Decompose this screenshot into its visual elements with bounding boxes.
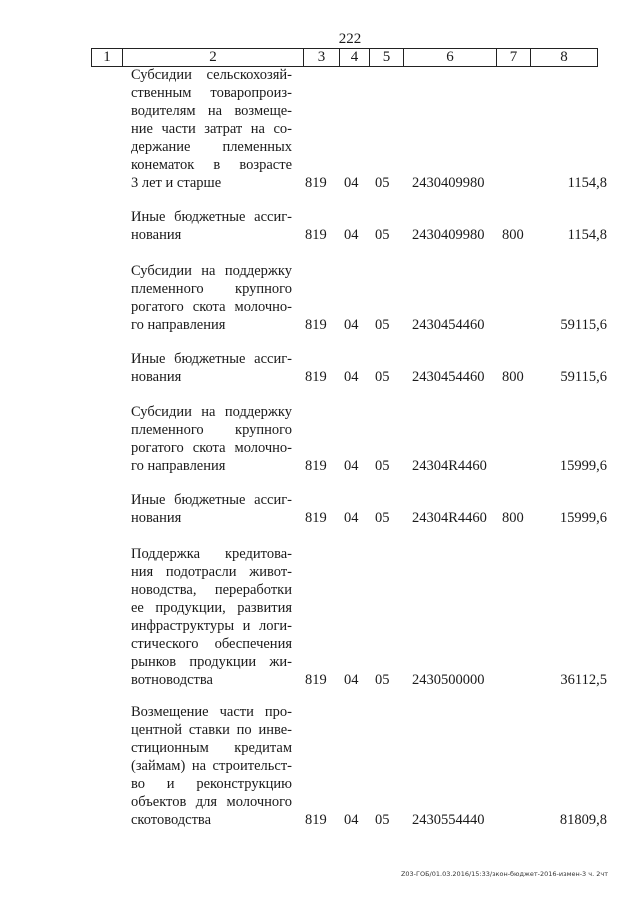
row-description [131,262,292,334]
cell-col-8: 1154,8 [567,175,607,191]
cell-col-8: 36112,5 [560,672,607,688]
description-line: рогатого скота молочно- [131,299,292,315]
description-line: нования [131,227,182,243]
cell-col-4: 04 [344,510,359,526]
description-line: Поддержка кредитова- [131,546,292,562]
row-description [131,491,292,527]
cell-col-7: 800 [502,510,524,526]
cell-col-5: 05 [375,458,390,474]
description-line: 3 лет и старше [131,175,222,191]
description-line: ние части затрат на со- [131,121,292,137]
row-description [131,403,292,475]
column-header-3: 3 [304,49,340,67]
description-line: нования [131,369,182,385]
cell-col-3: 819 [305,672,327,688]
cell-col-3: 819 [305,812,327,828]
description-line: ее продукции, развития [131,600,292,616]
column-header-2: 2 [123,49,304,67]
cell-col-6: 2430454460 [412,317,485,333]
cell-col-5: 05 [375,812,390,828]
cell-col-4: 04 [344,672,359,688]
row-description [131,703,292,829]
description-line: ния подотрасли живот- [131,564,292,580]
cell-col-3: 819 [305,175,327,191]
description-line: рынков продукции жи- [131,654,292,670]
cell-col-4: 04 [344,458,359,474]
cell-col-4: 04 [344,812,359,828]
cell-col-5: 05 [375,227,390,243]
description-line: (займам) на строительст- [131,758,292,774]
cell-col-4: 04 [344,227,359,243]
description-line: центной ставки по инве- [131,722,292,738]
description-line: рогатого скота молочно- [131,440,292,456]
description-line: конематок в возрасте [131,157,292,173]
cell-col-8: 1154,8 [567,227,607,243]
document-footer: Z03-ГОБ/01.03.2016/15:33/зкон-бюджет-2016-измен-3 ч. 2чт [400,870,608,878]
cell-col-4: 04 [344,175,359,191]
description-line: во и реконструкцию [131,776,292,792]
column-header-6: 6 [404,49,497,67]
row-description [131,350,292,386]
cell-col-5: 05 [375,672,390,688]
column-header-4: 4 [340,49,370,67]
cell-col-6: 2430500000 [412,672,485,688]
column-header-5: 5 [370,49,404,67]
cell-col-6: 24304R4460 [412,510,487,526]
cell-col-7: 800 [502,227,524,243]
description-line: го направления [131,317,226,333]
column-header-row [92,49,598,67]
description-line: объектов для молочного [131,794,292,810]
cell-col-6: 2430409980 [412,227,485,243]
cell-col-3: 819 [305,317,327,333]
cell-col-3: 819 [305,227,327,243]
description-line: Иные бюджетные ассиг- [131,492,292,508]
description-line: держание племенных [131,139,292,155]
cell-col-8: 15999,6 [559,510,607,526]
description-line: племенного крупного [131,422,292,438]
column-header-7: 7 [497,49,531,67]
cell-col-5: 05 [375,175,390,191]
page-number: 222 [338,31,362,47]
description-line: нования [131,510,182,526]
cell-col-6: 2430409980 [412,175,485,191]
cell-col-5: 05 [375,369,390,385]
cell-col-5: 05 [375,317,390,333]
description-line: водителям на возмеще- [131,103,292,119]
row-description [131,66,292,192]
description-line: вотноводства [131,672,213,688]
column-header-8: 8 [531,49,598,67]
cell-col-6: 24304R4460 [412,458,487,474]
cell-col-4: 04 [344,369,359,385]
description-line: скотоводства [131,812,212,828]
row-description [131,208,292,244]
description-line: Иные бюджетные ассиг- [131,209,292,225]
description-line: новодства, переработки [131,582,292,598]
cell-col-8: 59115,6 [560,317,607,333]
description-line: Субсидии на поддержку [131,263,292,279]
cell-col-3: 819 [305,510,327,526]
column-header-1: 1 [92,49,123,67]
cell-col-8: 59115,6 [560,369,607,385]
description-line: Субсидии на поддержку [131,404,292,420]
description-line: Возмещение части про- [131,704,292,720]
cell-col-6: 2430454460 [412,369,485,385]
description-line: Иные бюджетные ассиг- [131,351,292,367]
cell-col-8: 15999,6 [559,458,607,474]
cell-col-3: 819 [305,458,327,474]
description-line: Субсидии сельскохозяй- [131,67,292,83]
description-line: инфраструктуры и логи- [131,618,292,634]
cell-col-7: 800 [502,369,524,385]
row-description [131,545,292,689]
description-line: племенного крупного [131,281,292,297]
cell-col-5: 05 [375,510,390,526]
column-header-table [91,48,598,67]
description-line: стиционным кредитам [131,740,292,756]
cell-col-8: 81809,8 [559,812,607,828]
description-line: го направления [131,458,226,474]
description-line: ственным товаропроиз- [131,85,292,101]
description-line: стического обеспечения [131,636,292,652]
cell-col-3: 819 [305,369,327,385]
cell-col-6: 2430554440 [412,812,485,828]
cell-col-4: 04 [344,317,359,333]
